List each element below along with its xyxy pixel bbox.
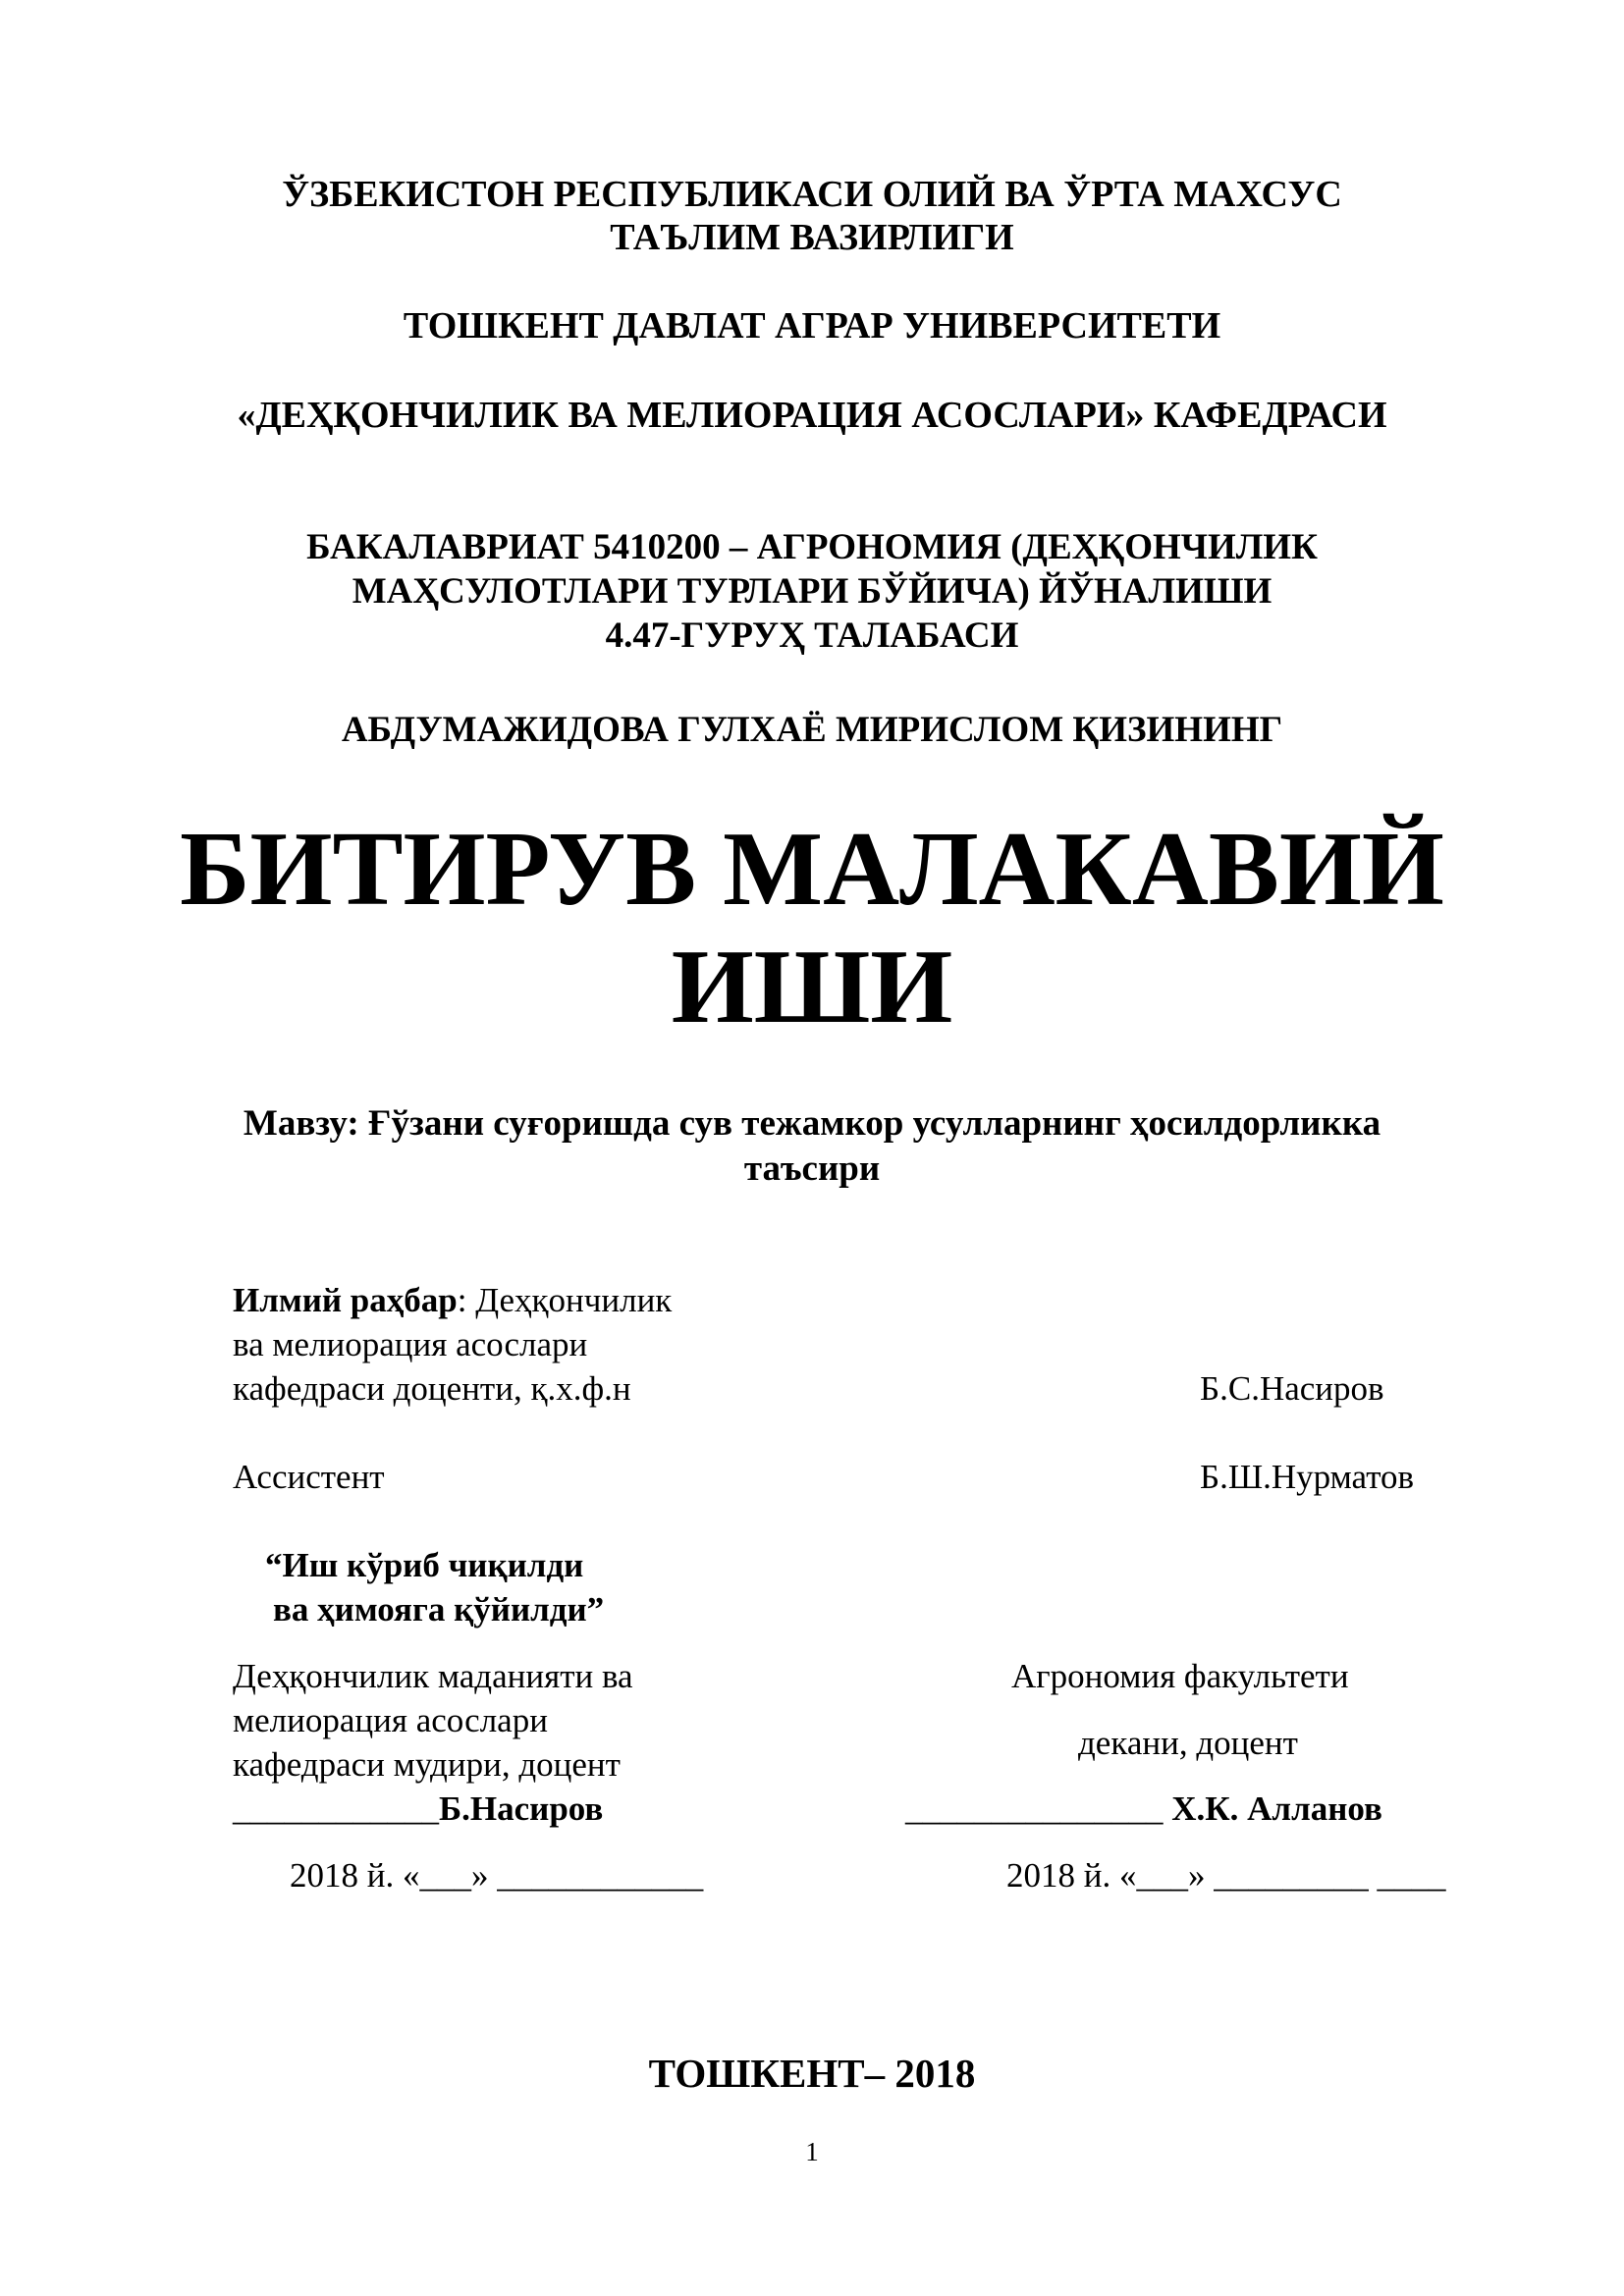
left-signature-date: 2018 й. «___» ____________ [290, 1856, 704, 1895]
approval-line-1: “Иш кўриб чиқилди [265, 1546, 584, 1584]
left-signature-line-3: кафедраси мудири, доцент [233, 1745, 621, 1784]
left-signature-blank: ____________ [233, 1789, 439, 1828]
ministry-line-2: ТАЪЛИМ ВАЗИРЛИГИ [610, 217, 1014, 258]
ministry-heading [0, 173, 1624, 259]
university-heading: ТОШКЕНТ ДАВЛАТ АГРАР УНИВЕРСИТЕТИ [403, 305, 1221, 347]
right-signature-line-2: декани, доцент [1078, 1724, 1298, 1762]
program-line-2: МАҲСУЛОТЛАРИ ТУРЛАРИ БЎЙИЧА) ЙЎНАЛИШИ [352, 571, 1272, 612]
approval-note [265, 1543, 604, 1631]
right-signature-line-1: Агрономия факультети [1011, 1657, 1349, 1695]
right-signature-date: 2018 й. «___» _________ ____ [1006, 1856, 1446, 1895]
program-line-1: БАКАЛАВРИАТ 5410200 – АГРОНОМИЯ (ДЕҲҚОНЧИЛИК [306, 527, 1318, 567]
group-line: 4.47-ГУРУҲ ТАЛАБАСИ [605, 615, 1019, 656]
left-signature-block [233, 1654, 633, 1831]
program-block [0, 525, 1624, 658]
page-number: 1 [805, 2137, 819, 2166]
supervisor-role-1: : Деҳқончилик [457, 1281, 673, 1319]
right-signature-blank: _______________ [905, 1789, 1164, 1828]
supervisor-name: Б.С.Насиров [1200, 1369, 1384, 1408]
ministry-line-1: ЎЗБЕКИСТОН РЕСПУБЛИКАСИ ОЛИЙ ВА ЎРТА МАХСУС [282, 174, 1342, 215]
left-signature-line-2: мелиорация асослари [233, 1701, 548, 1739]
footer-city-year: ТОШКЕНТ– 2018 [648, 2051, 976, 2096]
supervisor-label: Илмий раҳбар [233, 1281, 458, 1319]
topic [0, 1101, 1624, 1192]
left-signature-line-1: Деҳқончилик маданияти ва [233, 1657, 633, 1695]
assistant-role: Ассистент [233, 1458, 385, 1496]
department-heading: «ДЕҲҚОНЧИЛИК ВА МЕЛИОРАЦИЯ АСОСЛАРИ» КАФЕДРАСИ [237, 395, 1387, 436]
assistant-name: Б.Ш.Нурматов [1200, 1458, 1415, 1496]
left-signature-name: Б.Насиров [439, 1789, 604, 1828]
student-name: АБДУМАЖИДОВА ГУЛХАЁ МИРИСЛОМ ҚИЗИНИНГ [341, 710, 1283, 750]
supervisor-block [233, 1278, 672, 1411]
title-line-1: БИТИРУВ МАЛАКАВИЙ [180, 811, 1444, 928]
title-line-2: ИШИ [671, 929, 953, 1045]
topic-line-1: Мавзу: Ғўзани суғоришда сув тежамкор усулларнинг ҳосилдорликка [243, 1103, 1381, 1144]
document-title [0, 811, 1624, 1046]
supervisor-role-2: ва мелиорация асослари [233, 1325, 588, 1363]
right-signature-sign-line [905, 1787, 1382, 1831]
topic-line-2: таъсири [743, 1148, 881, 1189]
right-signature-name: Х.К. Алланов [1163, 1789, 1382, 1828]
supervisor-role-3: кафедраси доценти, қ.х.ф.н [233, 1369, 631, 1408]
approval-line-2: ва ҳимояга қўйилди” [273, 1590, 605, 1629]
